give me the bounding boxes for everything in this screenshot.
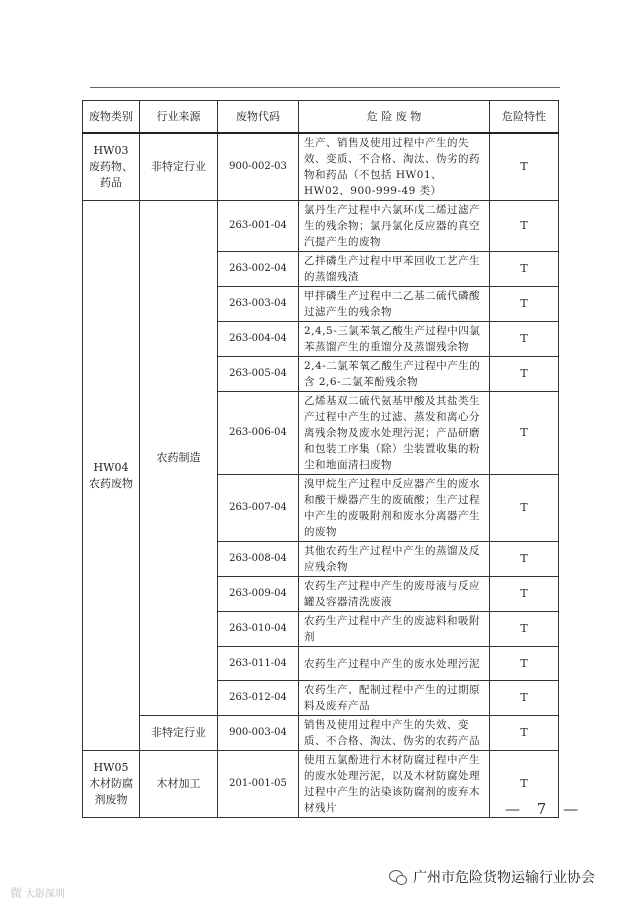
hazard-cell: T <box>490 357 559 392</box>
wechat-account-brand <box>385 865 599 889</box>
code-cell: 263-005-04 <box>218 357 299 392</box>
desc-cell: 氯丹生产过程中六氯环戊二烯过滤产生的残余物；氯丹氯化反应器的真空汽提产生的废物 <box>299 201 490 252</box>
page-number: — 7 — <box>505 800 585 818</box>
hazard-cell: T <box>490 577 559 612</box>
desc-cell: 溴甲烷生产过程中反应器产生的废水和酸干燥器产生的废硫酸；生产过程中产生的废吸附剂和废水分离器产生的废物 <box>299 475 490 542</box>
code-cell: 263-003-04 <box>218 287 299 322</box>
hazard-cell: T <box>490 751 559 818</box>
header-waste-category: 废物类别 <box>83 101 140 134</box>
table-row <box>83 751 559 818</box>
desc-cell: 2,4,5-三氯苯氧乙酸生产过程中四氯苯蒸馏产生的重馏分及蒸馏残余物 <box>299 322 490 357</box>
hazard-cell: T <box>490 647 559 681</box>
hazard-cell: T <box>490 681 559 716</box>
category-cell-hw04: HW04 农药废物 <box>83 201 140 751</box>
category-cell-hw03: HW03 废药物、 药品 <box>83 133 140 201</box>
code-cell: 263-011-04 <box>218 647 299 681</box>
desc-cell: 乙拌磷生产过程中甲苯回收工艺产生的蒸馏残渣 <box>299 252 490 287</box>
code-cell: 263-010-04 <box>218 612 299 647</box>
code-cell: 263-006-04 <box>218 392 299 475</box>
code-cell: 263-001-04 <box>218 201 299 252</box>
desc-cell: 农药生产、配制过程中产生的过期原料及废弃产品 <box>299 681 490 716</box>
weibo-icon: 微 <box>10 886 23 900</box>
hazard-cell: T <box>490 201 559 252</box>
hazard-cell: T <box>490 252 559 287</box>
desc-cell: 乙烯基双二硫代氨基甲酸及其盐类生产过程中产生的过滤、蒸发和离心分离残余物及废水处理污泥；产品研磨和包装工序集（除）尘装置收集的粉尘和地面清扫废物 <box>299 392 490 475</box>
hazard-cell: T <box>490 475 559 542</box>
desc-cell: 农药生产过程中产生的废母液与反应罐及容器清洗废液 <box>299 577 490 612</box>
hazard-cell: T <box>490 322 559 357</box>
code-cell: 263-007-04 <box>218 475 299 542</box>
hazard-cell: T <box>490 716 559 751</box>
desc-cell: 农药生产过程中产生的废滤料和吸附剂 <box>299 612 490 647</box>
code-cell: 263-009-04 <box>218 577 299 612</box>
desc-cell: 销售及使用过程中产生的失效、变质、不合格、淘汰、伪劣的农药产品 <box>299 716 490 751</box>
hazardous-waste-table <box>82 100 559 818</box>
source-cell: 非特定行业 <box>140 133 218 201</box>
watermark <box>10 884 65 901</box>
code-cell: 201-001-05 <box>218 751 299 818</box>
hazard-cell: T <box>490 392 559 475</box>
header-waste-code: 废物代码 <box>218 101 299 134</box>
header-hazardous-waste: 危 险 废 物 <box>299 101 490 134</box>
watermark-text: 大影深圳 <box>25 889 66 900</box>
code-cell: 263-002-04 <box>218 252 299 287</box>
desc-cell: 2,4-二氯苯氧乙酸生产过程中产生的含 2,6-二氯苯酚残余物 <box>299 357 490 392</box>
desc-cell: 生产、销售及使用过程中产生的失效、变质、不合格、淘汰、伪劣的药物和药品（不包括 HW01、HW02、900-999-49 类） <box>299 133 490 201</box>
hazard-cell: T <box>490 542 559 577</box>
code-cell: 263-012-04 <box>218 681 299 716</box>
wechat-icon <box>389 869 407 885</box>
category-cell-hw05: HW05 木材防腐 剂废物 <box>83 751 140 818</box>
code-cell: 263-008-04 <box>218 542 299 577</box>
table-row <box>83 133 559 201</box>
code-cell: 900-002-03 <box>218 133 299 201</box>
brand-name: 广州市危险货物运输行业协会 <box>413 870 595 886</box>
source-cell: 木材加工 <box>140 751 218 818</box>
header-industry-source: 行业来源 <box>140 101 218 134</box>
hazard-cell: T <box>490 287 559 322</box>
desc-cell: 甲拌磷生产过程中二乙基二硫代磷酸过滤产生的残余物 <box>299 287 490 322</box>
table-row <box>83 716 559 751</box>
desc-cell: 使用五氯酚进行木材防腐过程中产生的废水处理污泥，以及木材防腐处理过程中产生的沾染该防腐剂的废弃木材残片 <box>299 751 490 818</box>
table-row <box>83 201 559 252</box>
source-cell: 非特定行业 <box>140 716 218 751</box>
header-hazard-property: 危险特性 <box>490 101 559 134</box>
code-cell: 263-004-04 <box>218 322 299 357</box>
hazard-cell: T <box>490 612 559 647</box>
source-cell: 农药制造 <box>140 201 218 716</box>
desc-cell: 其他农药生产过程中产生的蒸馏及反应残余物 <box>299 542 490 577</box>
header-rule <box>90 87 560 88</box>
hazard-cell: T <box>490 133 559 201</box>
table-header-row <box>83 101 559 134</box>
code-cell: 900-003-04 <box>218 716 299 751</box>
desc-cell: 农药生产过程中产生的废水处理污泥 <box>299 647 490 681</box>
